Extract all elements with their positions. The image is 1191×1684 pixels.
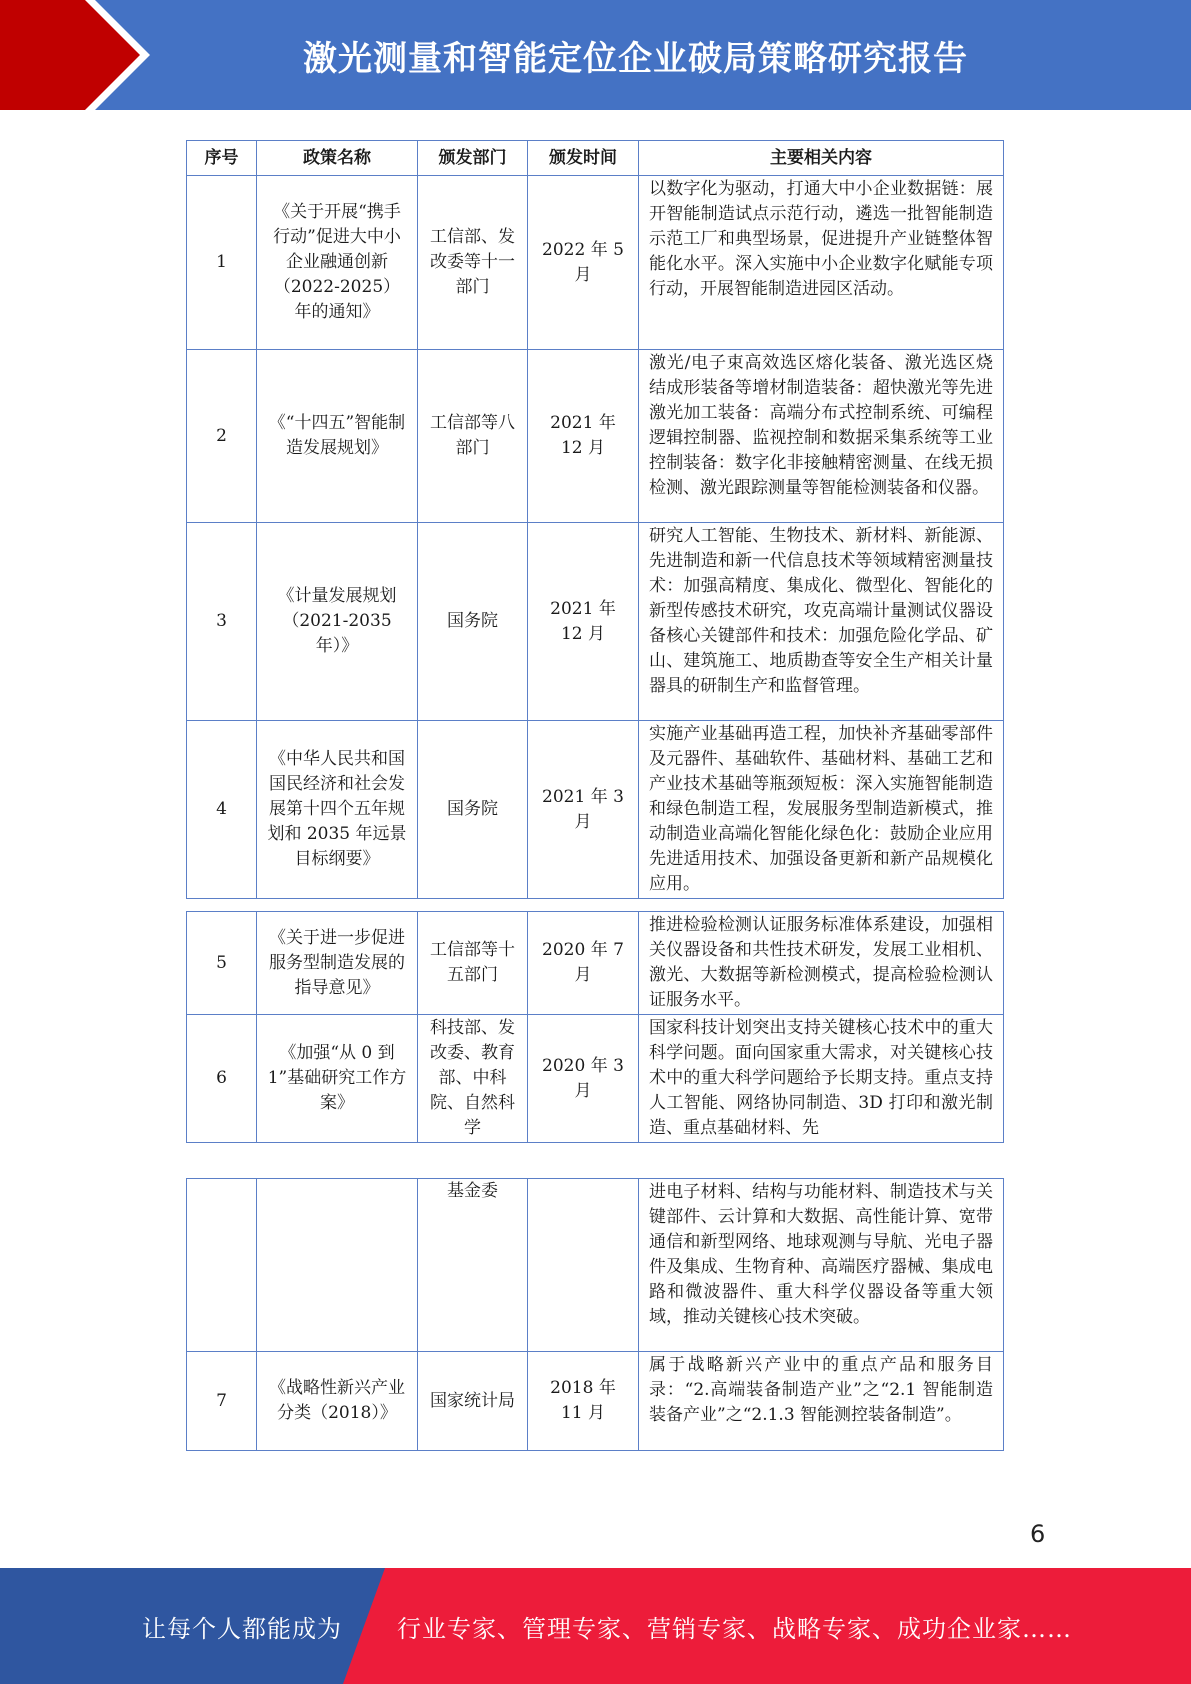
policy-content: 研究人工智能、生物技术、新材料、新能源、先进制造和新一代信息技术等领域精密测量技术：加强高精度、集成化、微型化、智能化的新型传感技术研究，攻克高端计量测试仪器设备核心关键部件和技术：加强危险化学品、矿山、建筑施工、地质勘查等安全生产相关计量器具的研制生产和监督管理。 [639,523,1004,721]
page-footer [0,1568,1191,1684]
column-header-content: 主要相关内容 [639,141,1004,176]
issuing-department: 国家统计局 [418,1352,528,1451]
policy-name: 《关于进一步促进服务型制造发展的指导意见》 [257,912,418,1015]
header-red-chevron [0,0,140,110]
issue-date: 2021 年 3 月 [528,721,639,899]
page-number: 6 [1030,1520,1046,1548]
policy-table-part-2 [186,911,1004,1143]
table-row [187,350,1004,523]
row-number: 1 [187,176,257,350]
issue-date: 2021 年 12 月 [528,350,639,523]
issuing-department: 工信部、发改委等十一部门 [418,176,528,350]
row-number: 3 [187,523,257,721]
policy-table-part-3 [186,1178,1004,1451]
row-number: 4 [187,721,257,899]
row-number: 7 [187,1352,257,1451]
policy-content: 激光/电子束高效选区熔化装备、激光选区烧结成形装备等增材制造装备：超快激光等先进激光加工装备：高端分布式控制系统、可编程逻辑控制器、监视控制和数据采集系统等工业控制装备：数字化非接触精密测量、在线无损检测、激光跟踪测量等智能检测装备和仪器。 [639,350,1004,523]
issuing-department: 工信部等八部门 [418,350,528,523]
table-row-continued [187,1179,1004,1352]
issuing-department: 国务院 [418,523,528,721]
policy-content: 进电子材料、结构与功能材料、制造技术与关键部件、云计算和大数据、高性能计算、宽带通信和新型网络、地球观测与导航、光电子器件及集成、生物育种、高端医疗器械、集成电路和微波器件、重大科学仪器设备等重大领域，推动关键核心技术突破。 [639,1179,1004,1352]
policy-name: 《关于开展“携手行动”促进大中小企业融通创新（2022-2025）年的通知》 [257,176,418,350]
table-header-row [187,141,1004,176]
page-header [0,0,1191,110]
policy-name: 《加强“从 0 到 1”基础研究工作方案》 [257,1015,418,1143]
table-row [187,176,1004,350]
policy-table-part-1 [186,140,1004,899]
policy-name: 《中华人民共和国国民经济和社会发展第十四个五年规划和 2035 年远景目标纲要》 [257,721,418,899]
column-header-department: 颁发部门 [418,141,528,176]
policy-name: 《战略性新兴产业分类（2018）》 [257,1352,418,1451]
policy-name-empty [257,1179,418,1352]
issuing-department: 国务院 [418,721,528,899]
table-row [187,1015,1004,1143]
column-header-date: 颁发时间 [528,141,639,176]
report-title: 激光测量和智能定位企业破局策略研究报告 [303,38,968,79]
policy-content: 推进检验检测认证服务标准体系建设，加强相关仪器设备和共性技术研发，发展工业相机、激光、大数据等新检测模式，提高检验检测认证服务水平。 [639,912,1004,1015]
issue-date: 2020 年 7 月 [528,912,639,1015]
policy-name: 《“十四五”智能制造发展规划》 [257,350,418,523]
row-number: 5 [187,912,257,1015]
issue-date: 2018 年 11 月 [528,1352,639,1451]
row-number-empty [187,1179,257,1352]
row-number: 2 [187,350,257,523]
table-row [187,721,1004,899]
footer-slogan-left: 让每个人都能成为 [142,1614,342,1643]
table-row [187,1352,1004,1451]
row-number: 6 [187,1015,257,1143]
footer-slogan-right: 行业专家、管理专家、营销专家、战略专家、成功企业家…… [397,1614,1072,1643]
policy-content: 以数字化为驱动，打通大中小企业数据链：展开智能制造试点示范行动，遴选一批智能制造示范工厂和典型场景，促进提升产业链整体智能化水平。深入实施中小企业数字化赋能专项行动，开展智能制造进园区活动。 [639,176,1004,350]
issuing-department: 科技部、发改委、教育部、中科院、自然科学 [418,1015,528,1143]
table-row [187,523,1004,721]
issue-date-empty [528,1179,639,1352]
policy-content: 实施产业基础再造工程，加快补齐基础零部件及元器件、基础软件、基础材料、基础工艺和产业技术基础等瓶颈短板：深入实施智能制造和绿色制造工程，发展服务型制造新模式，推动制造业高端化智能化绿色化：鼓励企业应用先进适用技术、加强设备更新和新产品规模化应用。 [639,721,1004,899]
issue-date: 2020 年 3 月 [528,1015,639,1143]
issue-date: 2022 年 5 月 [528,176,639,350]
policy-content: 国家科技计划突出支持关键核心技术中的重大科学问题。面向国家重大需求，对关键核心技术中的重大科学问题给予长期支持。重点支持人工智能、网络协同制造、3D 打印和激光制造、重点基础材料、先 [639,1015,1004,1143]
policy-content: 属于战略新兴产业中的重点产品和服务目录：“2.高端装备制造产业”之“2.1 智能制造装备产业”之“2.1.3 智能测控装备制造”。 [639,1352,1004,1451]
policy-name: 《计量发展规划（2021-2035 年）》 [257,523,418,721]
table-row [187,912,1004,1015]
column-header-policy-name: 政策名称 [257,141,418,176]
issuing-department: 基金委 [418,1179,528,1352]
column-header-index: 序号 [187,141,257,176]
issuing-department: 工信部等十五部门 [418,912,528,1015]
issue-date: 2021 年 12 月 [528,523,639,721]
